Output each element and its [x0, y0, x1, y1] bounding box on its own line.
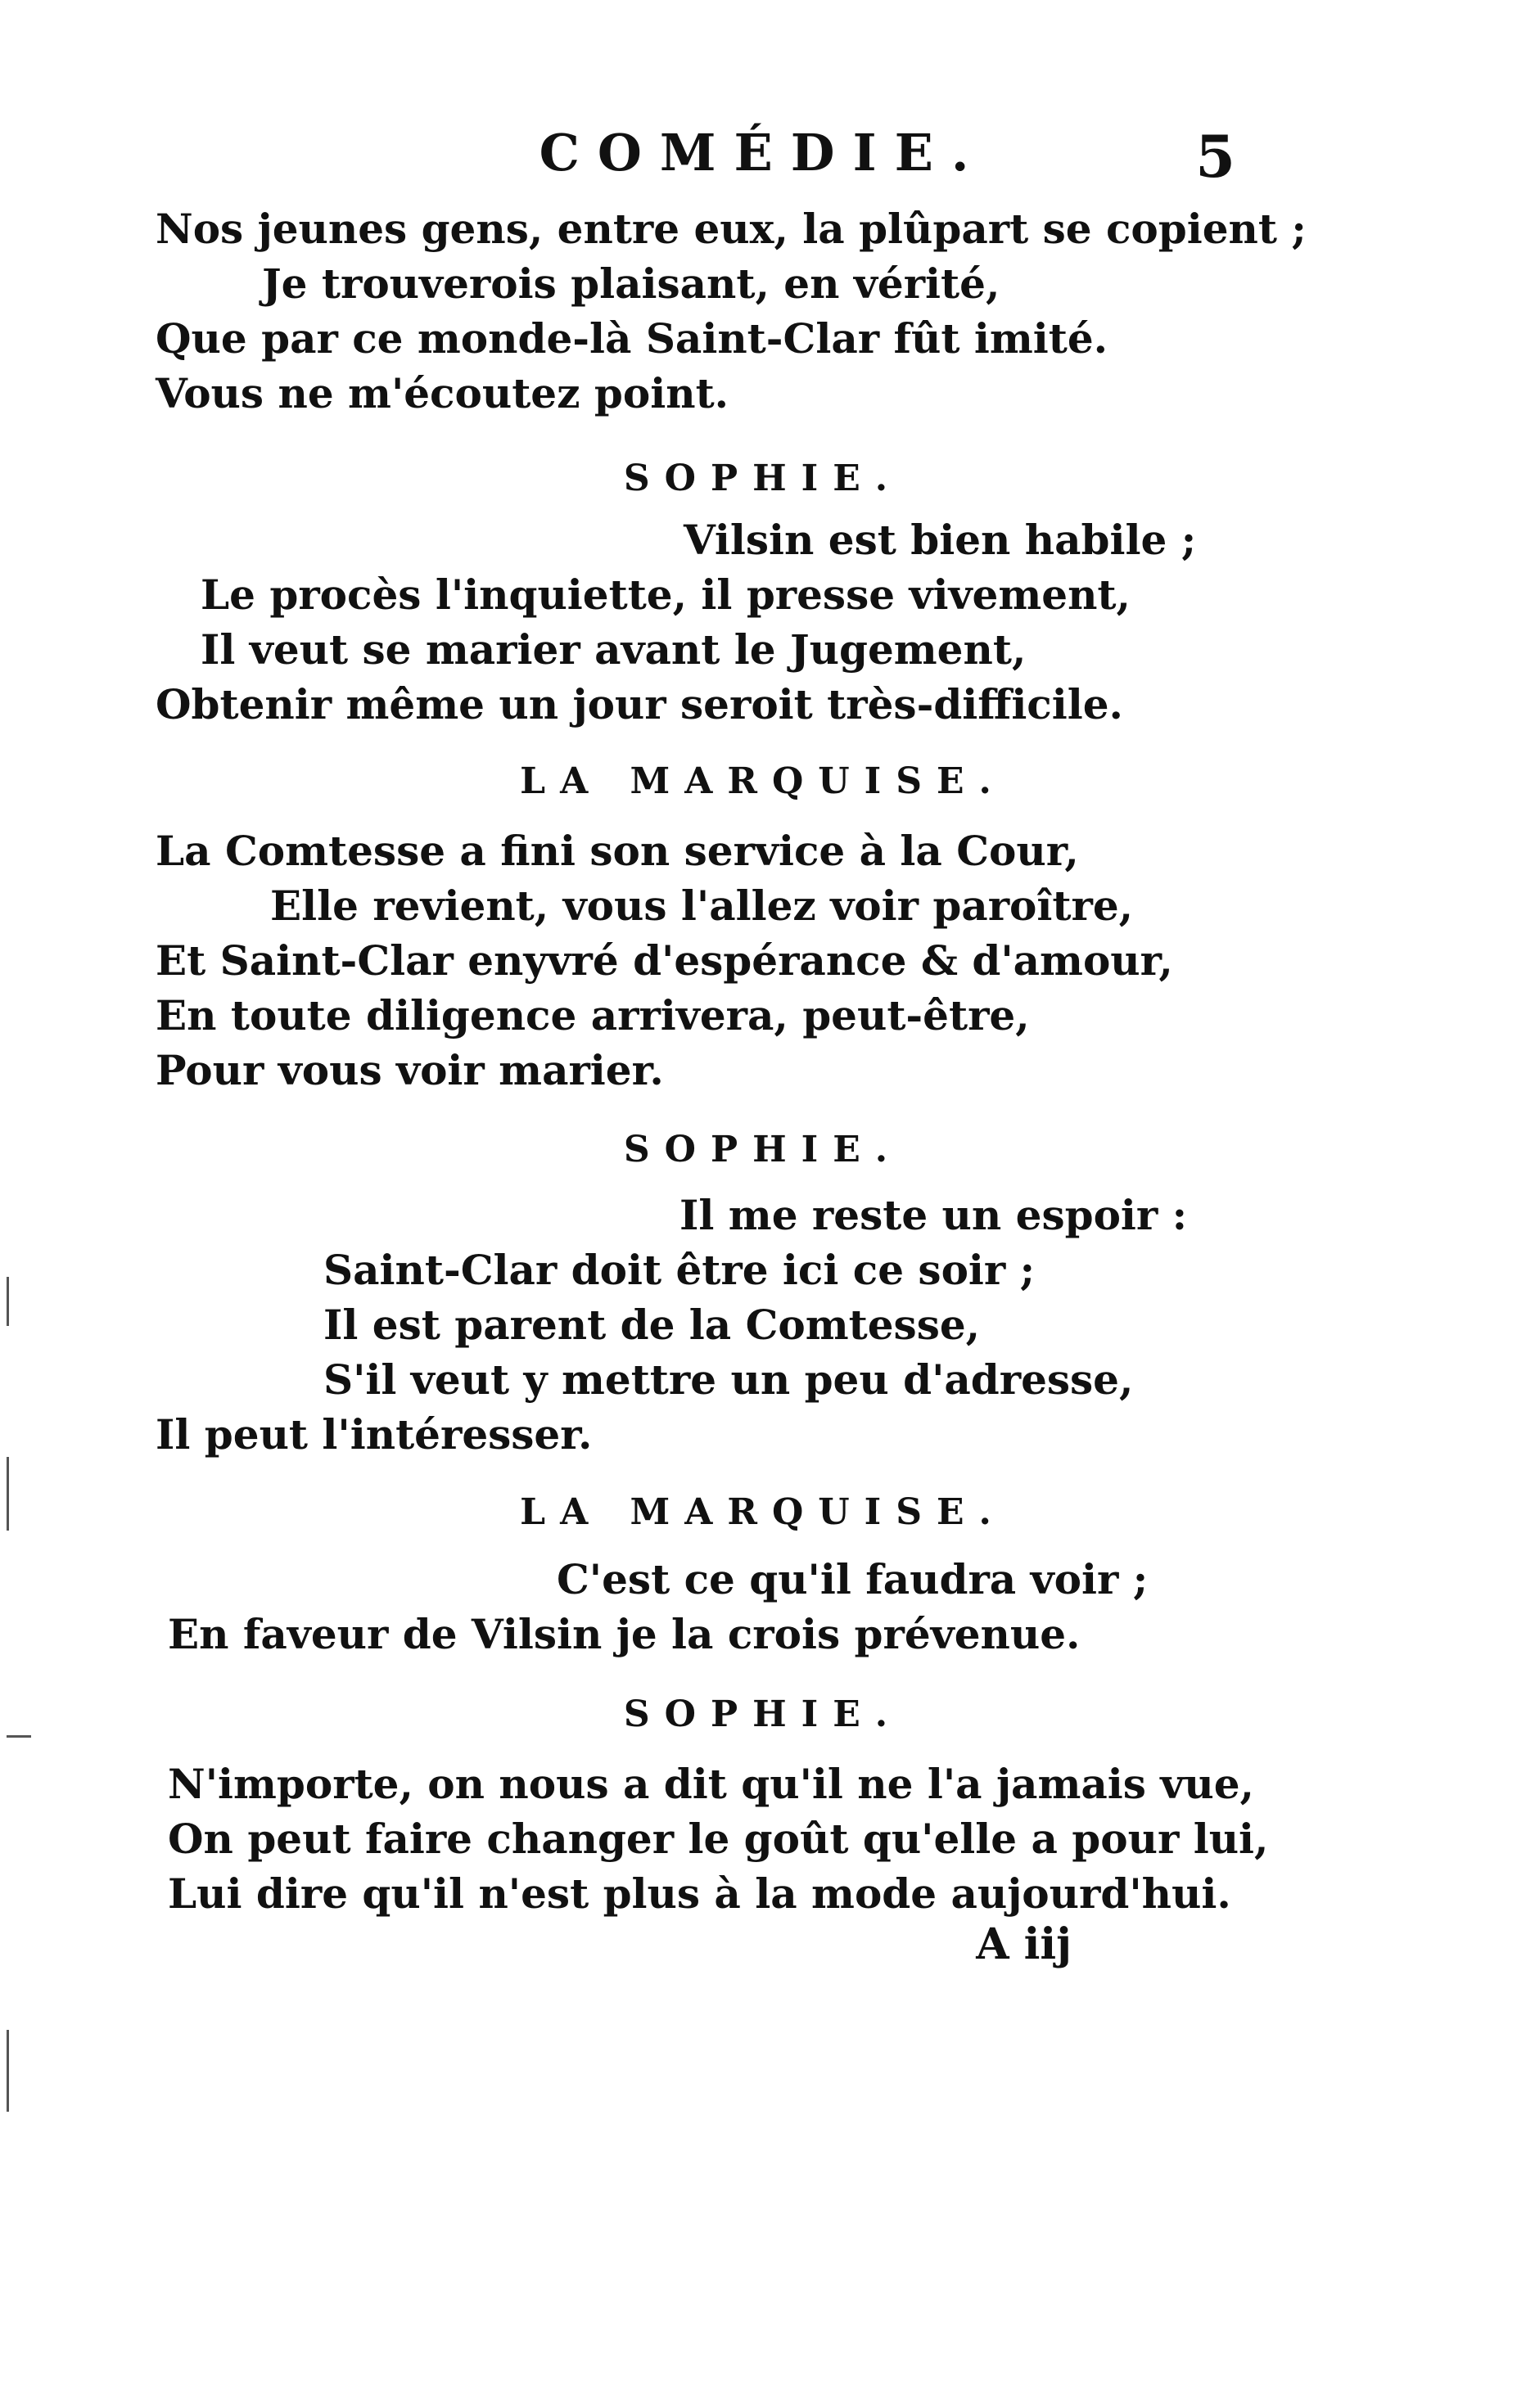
verse-line: Elle revient, vous l'allez voir paroître, — [270, 882, 1134, 930]
scan-artifact — [7, 1457, 9, 1531]
verse-line: On peut faire changer le goût qu'elle a pour lui, — [168, 1815, 1269, 1863]
scan-artifact — [7, 1277, 9, 1326]
verse-line: N'importe, on nous a dit qu'il ne l'a jamais vue, — [168, 1760, 1254, 1808]
scan-artifact — [7, 2030, 9, 2112]
speaker-name: LA MARQUISE. — [520, 1491, 1006, 1533]
verse-line: Il peut l'intéresser. — [156, 1410, 593, 1459]
verse-line: La Comtesse a fini son service à la Cour, — [156, 827, 1079, 875]
speaker-name: SOPHIE. — [623, 1129, 903, 1170]
verse-line: Que par ce monde-là Saint-Clar fût imité. — [156, 314, 1108, 363]
page-number: 5 — [1195, 123, 1235, 191]
speaker-name: SOPHIE. — [623, 1693, 903, 1735]
speaker-name: SOPHIE. — [623, 458, 903, 499]
verse-line: Il est parent de la Comtesse, — [323, 1301, 981, 1349]
verse-line: S'il veut y mettre un peu d'adresse, — [323, 1355, 1134, 1404]
verse-line: Le procès l'inquiette, il presse vivement, — [201, 570, 1131, 619]
verse-line: Vous ne m'écoutez point. — [156, 369, 729, 417]
verse-line: Obtenir même un jour seroit très-difficile. — [156, 680, 1123, 728]
running-title: COMÉDIE. — [539, 123, 987, 183]
verse-line: En toute diligence arrivera, peut-être, — [156, 991, 1030, 1039]
verse-line: Vilsin est bien habile ; — [684, 516, 1197, 564]
verse-line: Pour vous voir marier. — [156, 1046, 664, 1094]
verse-line: Il veut se marier avant le Jugement, — [201, 625, 1027, 674]
verse-line: Je trouverois plaisant, en vérité, — [262, 259, 1000, 308]
verse-line: Et Saint-Clar enyvré d'espérance & d'amour, — [156, 936, 1173, 985]
verse-line: Il me reste un espoir : — [679, 1191, 1188, 1239]
verse-line: Lui dire qu'il n'est plus à la mode aujourd'hui. — [168, 1869, 1231, 1918]
signature-mark: A iij — [976, 1919, 1072, 1969]
scan-artifact — [7, 1735, 31, 1738]
verse-line: C'est ce qu'il faudra voir ; — [557, 1555, 1149, 1603]
verse-line: Nos jeunes gens, entre eux, la plûpart se copient ; — [156, 205, 1307, 253]
verse-line: Saint-Clar doit être ici ce soir ; — [323, 1246, 1036, 1294]
verse-line: En faveur de Vilsin je la crois prévenue. — [168, 1610, 1081, 1658]
page-header — [0, 123, 1526, 196]
speaker-name: LA MARQUISE. — [520, 760, 1006, 802]
